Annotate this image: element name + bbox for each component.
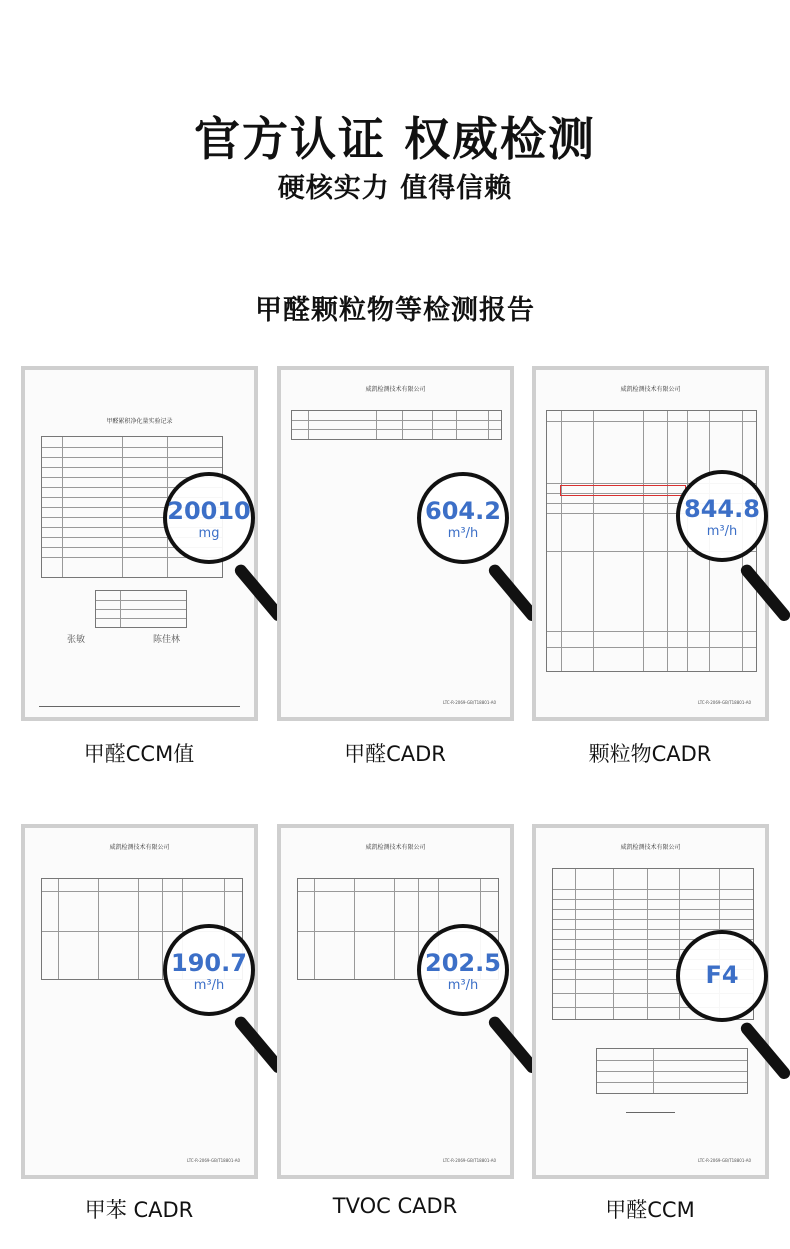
- magnifier-icon: [417, 472, 509, 564]
- report-card-4: [21, 824, 258, 1179]
- doc-company: 威凯检测技术有限公司: [365, 386, 426, 393]
- magnifier-icon: [417, 924, 509, 1016]
- doc-company: 威凯检测技术有限公司: [365, 844, 426, 851]
- page-subtitle: 硬核实力 值得信赖: [277, 173, 513, 204]
- report-unit: m³/h: [706, 524, 738, 539]
- doc-company: 威凯检测技术有限公司: [620, 386, 681, 393]
- doc-footer: LTC-R-2069-GB/T18801-A0: [698, 1158, 751, 1163]
- magnifier-icon: [163, 472, 255, 564]
- doc-company: 威凯检测技术有限公司: [109, 844, 170, 851]
- report-unit: m³/h: [447, 978, 479, 993]
- page-title: 官方认证 权威检测: [193, 112, 596, 166]
- report-caption: 甲醛CCM值: [83, 742, 195, 766]
- doc-heading: 甲醛累积净化量实验记录: [106, 418, 173, 425]
- report-caption: 甲苯 CADR: [84, 1198, 194, 1222]
- magnifier-icon: [163, 924, 255, 1016]
- report-unit: m³/h: [447, 526, 479, 541]
- report-caption: 颗粒物CADR: [588, 742, 712, 766]
- report-card-3: [532, 366, 769, 721]
- section-title: 甲醛颗粒物等检测报告: [255, 295, 535, 326]
- report-value: 604.2: [425, 497, 501, 525]
- doc-footer: LTC-R-2069-GB/T18801-A0: [698, 700, 751, 705]
- doc-footer: LTC-R-2069-GB/T18801-A0: [187, 1158, 240, 1163]
- signature: 张敏: [67, 635, 86, 645]
- report-card-5: [277, 824, 514, 1179]
- report-card-2: [277, 366, 514, 721]
- magnifier-icon: [676, 930, 768, 1022]
- report-value: 202.5: [425, 949, 501, 977]
- doc-company: 威凯检测技术有限公司: [620, 844, 681, 851]
- report-caption: TVOC CADR: [332, 1194, 458, 1218]
- doc-table-small: [596, 1048, 748, 1094]
- report-card-6: [532, 824, 769, 1179]
- doc-footer: LTC-R-2069-GB/T18801-A0: [443, 700, 496, 705]
- signature: 陈佳林: [153, 635, 181, 645]
- report-card-1: [21, 366, 258, 721]
- doc-table-small: [95, 590, 187, 628]
- report-value: F4: [705, 961, 739, 989]
- doc-table: [291, 410, 502, 440]
- report-caption: 甲醛CCM: [605, 1198, 695, 1222]
- report-unit: mg: [198, 526, 220, 541]
- report-value: 190.7: [171, 949, 247, 977]
- report-value: 844.8: [684, 495, 760, 523]
- doc-footer: LTC-R-2069-GB/T18801-A0: [443, 1158, 496, 1163]
- report-unit: m³/h: [193, 978, 225, 993]
- report-value: 20010: [167, 497, 251, 525]
- report-caption: 甲醛CADR: [344, 742, 446, 766]
- highlight-box: [560, 485, 686, 496]
- magnifier-icon: [676, 470, 768, 562]
